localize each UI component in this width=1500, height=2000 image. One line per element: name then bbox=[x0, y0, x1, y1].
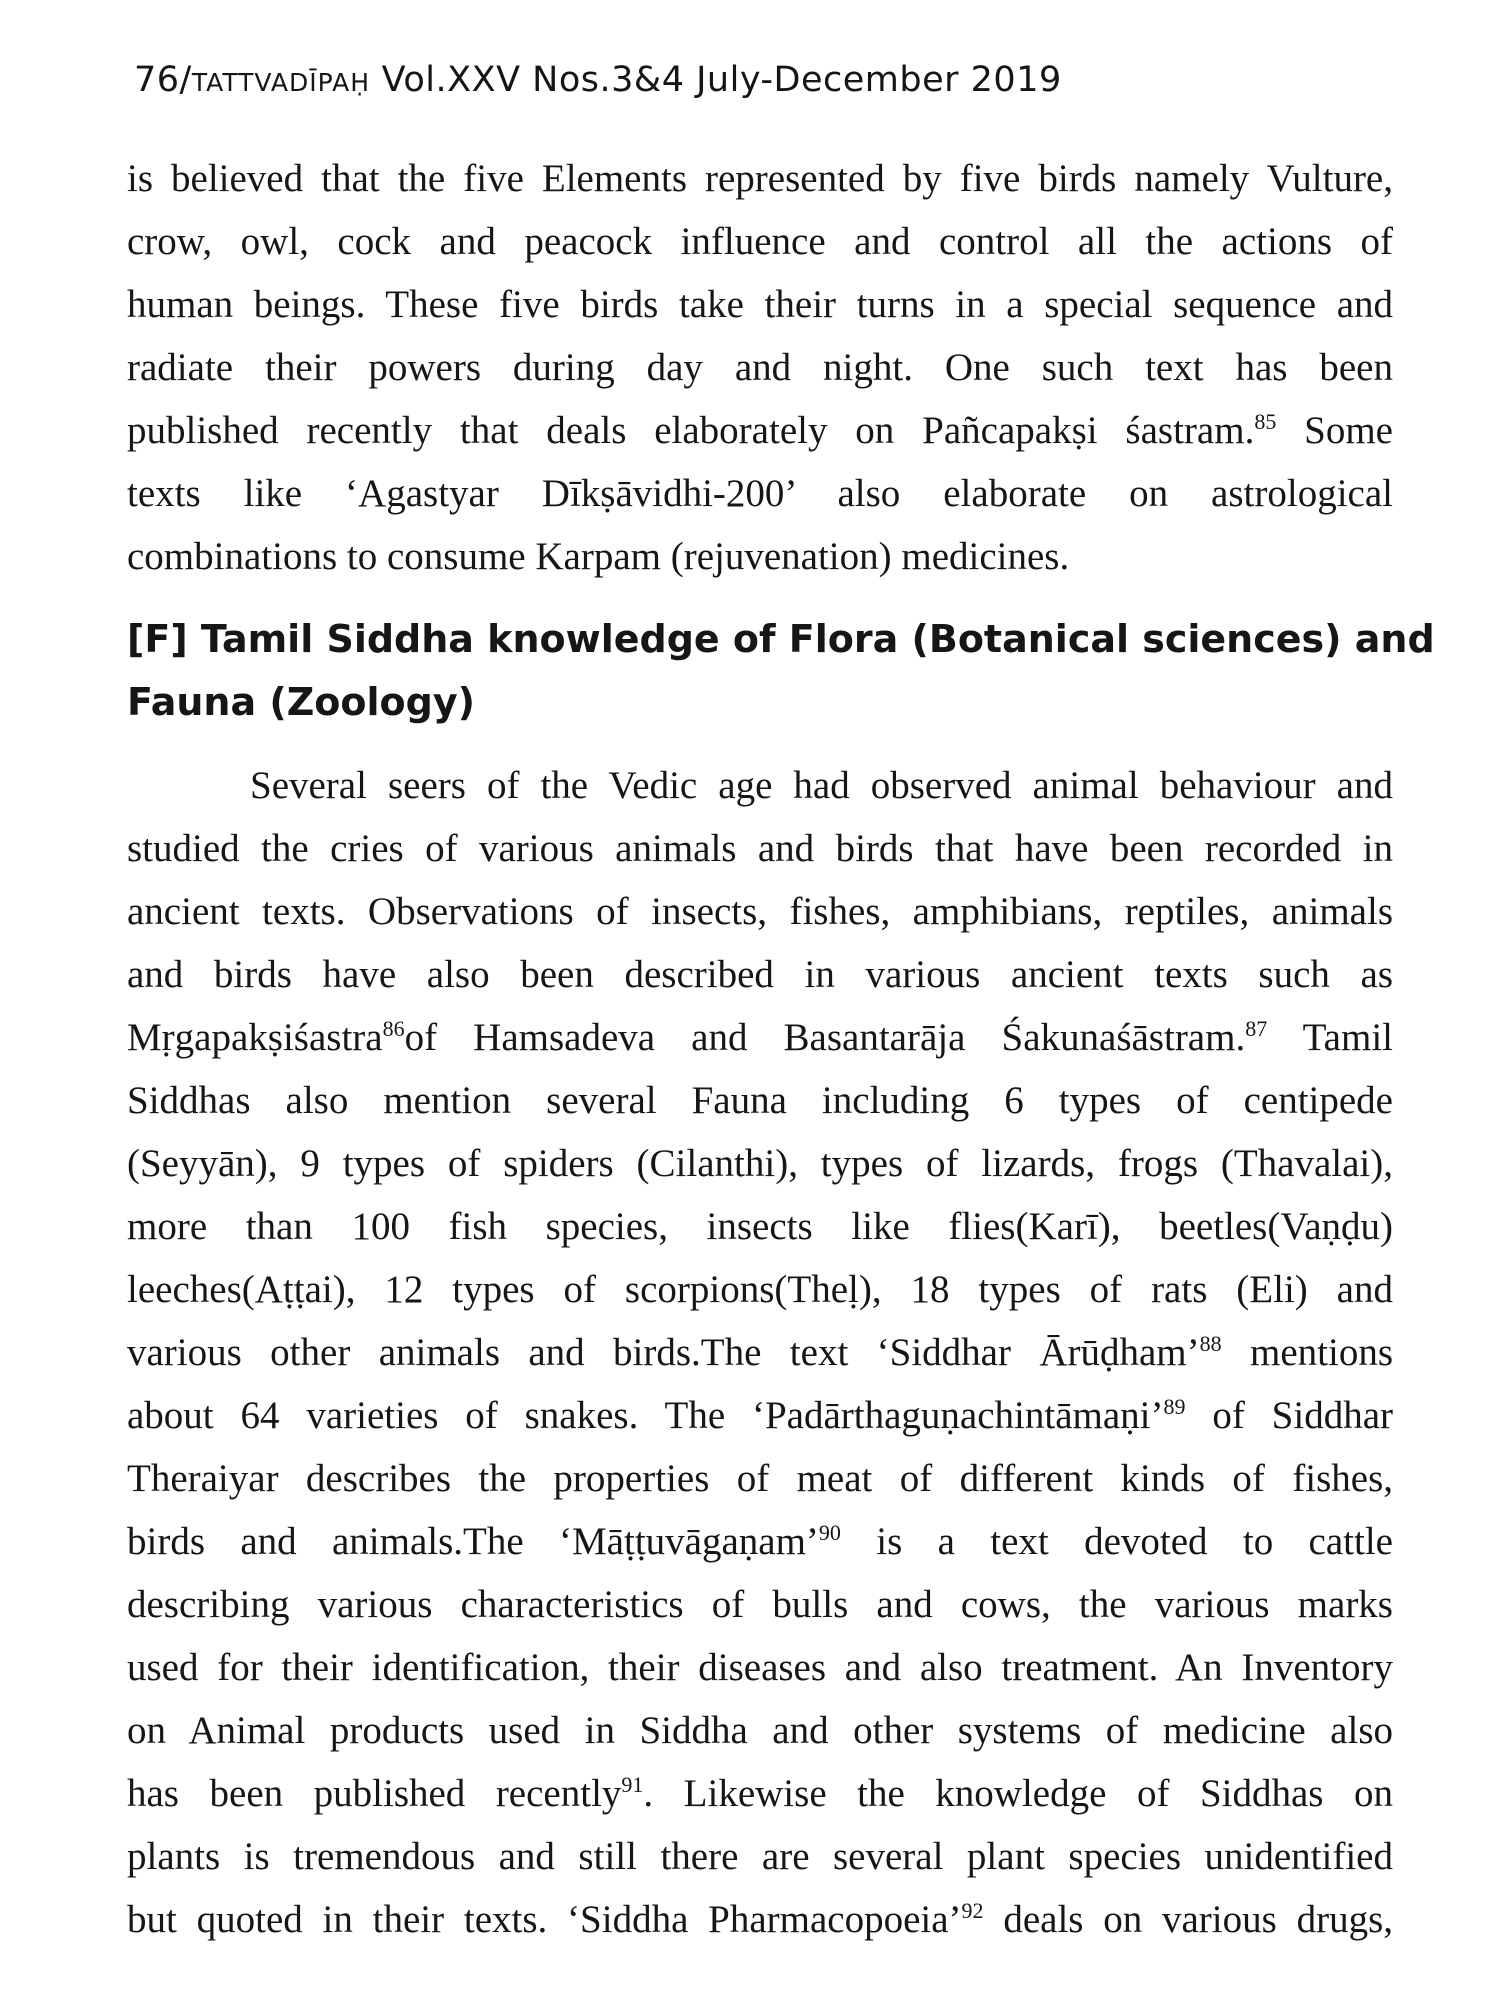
text-line: (Seyyān), 9 types of spiders (Cilanthi), types of lizards, frogs (Thavalai), bbox=[127, 1142, 1393, 1185]
text-line bbox=[127, 399, 1393, 462]
text-line bbox=[127, 1888, 1393, 1951]
text-run: has been published recently bbox=[127, 1772, 622, 1815]
journal-title: TATTVADĪPAḤ bbox=[191, 68, 371, 97]
issue-info: Vol.XXV Nos.3&4 July-December 2019 bbox=[381, 60, 1062, 100]
text-run: . Likewise the knowledge of Siddhas on bbox=[643, 1772, 1393, 1815]
paragraph-flora-fauna bbox=[127, 754, 1393, 1951]
section-heading bbox=[127, 608, 1435, 734]
text-line: on Animal products used in Siddha and other systems of medicine also bbox=[127, 1709, 1393, 1752]
text-run: various other animals and birds.The text ‘Siddhar Ārūḍham’ bbox=[127, 1331, 1200, 1374]
text-line: studied the cries of various animals and birds that have been recorded in bbox=[127, 827, 1393, 870]
page-number: 76/ bbox=[134, 60, 192, 100]
text-line: combinations to consume Karpam (rejuvenation) medicines. bbox=[127, 535, 1070, 578]
text-run: deals on various drugs, bbox=[983, 1898, 1393, 1941]
text-line: texts like ‘Agastyar Dīkṣāvidhi-200’ also elaborate on astrological bbox=[127, 472, 1393, 515]
text-line: leeches(Aṭṭai), 12 types of scorpions(Theḷ), 18 types of rats (Eli) and bbox=[127, 1268, 1393, 1311]
text-line: more than 100 fish species, insects like flies(Karī), beetles(Vaṇḍu) bbox=[127, 1205, 1393, 1248]
text-line: ancient texts. Observations of insects, fishes, amphibians, reptiles, animals bbox=[127, 890, 1393, 933]
text-line bbox=[127, 1006, 1393, 1069]
text-line: Theraiyar describes the properties of meat of different kinds of fishes, bbox=[127, 1457, 1393, 1500]
text-line bbox=[127, 1384, 1393, 1447]
text-run: birds and animals.The ‘Māṭṭuvāgaṇam’ bbox=[127, 1520, 819, 1563]
text-run: Some bbox=[1276, 409, 1393, 452]
text-run: Tamil bbox=[1267, 1016, 1393, 1059]
text-run: is a text devoted to cattle bbox=[840, 1520, 1393, 1563]
footnote-ref-92[interactable]: 92 bbox=[961, 1898, 984, 1923]
text-line: describing various characteristics of bulls and cows, the various marks bbox=[127, 1583, 1393, 1626]
footnote-ref-90[interactable]: 90 bbox=[818, 1520, 841, 1545]
running-header bbox=[134, 60, 1062, 100]
text-line bbox=[127, 1510, 1393, 1573]
footnote-ref-88[interactable]: 88 bbox=[1199, 1331, 1222, 1356]
text-line: human beings. These five birds take their turns in a special sequence and bbox=[127, 283, 1393, 326]
text-line: used for their identification, their diseases and also treatment. An Inventory bbox=[127, 1646, 1393, 1689]
text-line: Siddhas also mention several Fauna including 6 types of centipede bbox=[127, 1079, 1393, 1122]
heading-line: [F] Tamil Siddha knowledge of Flora (Botanical sciences) and bbox=[127, 617, 1435, 661]
text-run: of Siddhar bbox=[1185, 1394, 1393, 1437]
text-line: radiate their powers during day and night. One such text has been bbox=[127, 346, 1393, 389]
text-run: published recently that deals elaborately on Pañcapakṣi śastram. bbox=[127, 409, 1255, 452]
footnote-ref-89[interactable]: 89 bbox=[1163, 1394, 1186, 1419]
footnote-ref-91[interactable]: 91 bbox=[621, 1772, 644, 1797]
text-line: crow, owl, cock and peacock influence and control all the actions of bbox=[127, 220, 1393, 263]
text-run: about 64 varieties of snakes. The ‘Padārthaguṇachintāmaṇi’ bbox=[127, 1394, 1164, 1437]
text-run: Mṛgapakṣiśastra bbox=[127, 1016, 383, 1059]
text-run: but quoted in their texts. ‘Siddha Pharmacopoeia’ bbox=[127, 1898, 962, 1941]
text-run: mentions bbox=[1221, 1331, 1394, 1374]
paragraph-astrology bbox=[127, 147, 1393, 588]
text-line bbox=[127, 1321, 1393, 1384]
text-line: and birds have also been described in various ancient texts such as bbox=[127, 953, 1393, 996]
footnote-ref-87[interactable]: 87 bbox=[1245, 1016, 1268, 1041]
text-run: of Hamsadeva and Basantarāja Śakunaśāstram. bbox=[404, 1016, 1246, 1059]
footnote-ref-85[interactable]: 85 bbox=[1254, 409, 1277, 434]
text-line bbox=[127, 1762, 1393, 1825]
text-line: is believed that the five Elements represented by five birds namely Vulture, bbox=[127, 157, 1393, 200]
text-line: Several seers of the Vedic age had observed animal behaviour and bbox=[250, 764, 1393, 807]
text-line: plants is tremendous and still there are several plant species unidentified bbox=[127, 1835, 1393, 1878]
footnote-ref-86[interactable]: 86 bbox=[382, 1016, 405, 1041]
heading-line: Fauna (Zoology) bbox=[127, 680, 475, 724]
